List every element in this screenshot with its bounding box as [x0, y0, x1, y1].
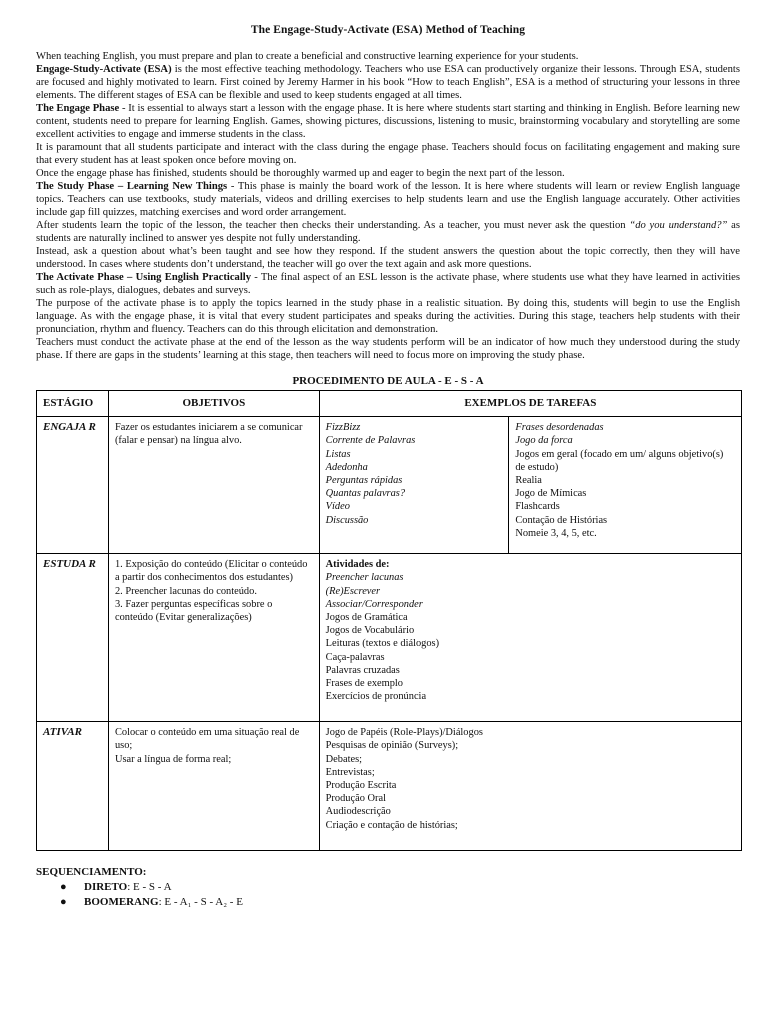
- stage-cell: [37, 417, 109, 554]
- list-item: 3. Fazer perguntas específicas sobre o conteúdo (Evitar generalizações): [114, 598, 273, 624]
- list-item: Jogo de Papéis (Role-Plays)/Diálogos: [325, 727, 483, 739]
- list-item: Listas: [325, 448, 351, 460]
- list-item: 2. Preencher lacunas do conteúdo.: [114, 585, 257, 597]
- list-item: Leituras (textos e diálogos): [325, 638, 440, 650]
- table-title: PROCEDIMENTO DE AULA - E - S - A: [292, 375, 484, 387]
- list-item: Quantas palavras?: [325, 488, 406, 500]
- list-item: Associar/Corresponder: [325, 598, 423, 610]
- list-item: Jogos de Vocabulário: [325, 625, 415, 637]
- paragraph-engage-finish: Once the engage phase has finished, students should be thoroughly warmed up and eager to begin the next part of the lesson.: [36, 168, 565, 179]
- sequence-value: : E - A₁ - S - A₂ - E: [158, 896, 243, 909]
- list-item: Palavras cruzadas: [325, 664, 400, 676]
- table-header-row: [37, 391, 742, 417]
- table-row-study: [37, 554, 742, 722]
- list-item: [60, 880, 740, 895]
- objective-cell: Fazer os estudantes iniciarem a se comunicar (falar e pensar) na língua alvo.: [108, 417, 319, 554]
- paragraph-study-check: After students learn the topic of the lesson, the teacher then checks their understanding. As a teacher, you must never ask the question “do you understand?” as students are naturally inclined to answer yes despite not fully understanding.: [36, 220, 740, 244]
- list-item: Corrente de Palavras: [325, 435, 416, 447]
- activities-heading: Atividades de:: [325, 559, 390, 571]
- objective-cell: [108, 554, 319, 722]
- paragraph-activate-conduct: Teachers must conduct the activate phase at the end of the lesson as the way students perform will be an indicator of how much they understood during the study phase. If there are gaps in the students’ learning at this stage, then teachers will need to focus more on improving the study phase.: [36, 337, 740, 361]
- list-item: Entrevistas;: [325, 766, 375, 778]
- stage-cell: [37, 554, 109, 722]
- paragraph-engage: The Engage Phase - It is essential to always start a lesson with the engage phase. It is here where students start starting and thinking in English. Before learning new content, students need to prepare for learning English. Games, showing pictures, discussions, listening to music, brainstorming vocabulary and storytelling are some excellent activities to engage and immerse students in the class.: [36, 103, 740, 140]
- objective-cell: [108, 722, 319, 851]
- paragraph-study-instead: Instead, ask a question about what’s been taught and see how they respond. If the student answers the question about the topic correctly, then they will have understood. In cases where students don’t understand, the teacher will go over the text again and ask more questions.: [36, 246, 740, 270]
- table-row-activate: [37, 722, 742, 851]
- examples-cell-right: [509, 417, 742, 554]
- paragraph-study: The Study Phase – Learning New Things - This phase is mainly the board work of the lesson. It is here where students will learn or review English language topics. Teachers can use textbooks, study materials, videos and drilling exercises to help students learn and use the English language accurately. Other activities include gap fill quizzes, matching exercises and word order arrangement.: [36, 181, 740, 218]
- bullet-icon: ●: [60, 881, 67, 894]
- paragraph-heading: The Engage Phase: [36, 103, 120, 114]
- sequencing-title: SEQUENCIAMENTO:: [36, 866, 147, 879]
- list-item: Flashcards: [515, 501, 560, 513]
- list-item: Realia: [515, 475, 542, 487]
- stage-label: ATIVAR: [43, 726, 82, 739]
- list-item: Preencher lacunas: [325, 572, 404, 584]
- examples-cell-left: [319, 417, 509, 554]
- paragraph-esa: Engage-Study-Activate (ESA) is the most effective teaching methodology. Teachers who use ESA can productively organize their lessons. Through ESA, students are focused and highly motivated to learn. First coined by Jeremy Harmer in his book “How to teach English”, ESA is a method of structuring your lessons in three elements. The different stages of ESA can be flexible and used to keep students engaged at all times.: [36, 64, 740, 101]
- list-item: Frases de exemplo: [325, 678, 403, 690]
- list-item: FizzBizz: [325, 422, 361, 434]
- header-stage: ESTÁGIO: [37, 391, 109, 417]
- list-item: Jogos de Gramática: [325, 612, 408, 624]
- paragraph-engage-participation: It is paramount that all students participate and interact with the class during the engage phase. Teachers should focus on facilitating engagement and making sure that every student has at least spoken once before moving on.: [36, 142, 740, 166]
- list-item: Jogos em geral (focado em um/ alguns objetivo(s) de estudo): [515, 448, 724, 473]
- sequence-value: : E - S - A: [127, 881, 172, 894]
- list-item: Discussão: [325, 514, 369, 526]
- examples-cell: [319, 554, 741, 722]
- list-item: Exercícios de pronúncia: [325, 691, 427, 703]
- list-item: 1. Exposição do conteúdo (Elicitar o conteúdo a partir dos conhecimentos dos estudantes): [114, 559, 308, 584]
- list-item: Usar a língua de forma real;: [114, 753, 232, 765]
- document-body: [36, 50, 740, 362]
- sequencing-list: [36, 880, 740, 910]
- list-item: Contação de Histórias: [515, 514, 608, 526]
- list-item: Criação e contação de histórias;: [325, 819, 458, 831]
- list-item: Produção Oral: [325, 793, 386, 805]
- document-title: The Engage-Study-Activate (ESA) Method of Teaching: [250, 24, 526, 36]
- list-item: Audiodescrição: [325, 806, 391, 818]
- paragraph-activate-purpose: The purpose of the activate phase is to apply the topics learned in the study phase in a realistic situation. By doing this, students will begin to use the English language. As with the engage phase, it is vital that every student participates and speaks during the activities. During this stage, teachers help students with their pronunciation, rhythm and fluency. Teachers can do this through elicitation and demonstration.: [36, 298, 740, 335]
- paragraph-activate: The Activate Phase – Using English Practically - The final aspect of an ESL lesson is the activate phase, where students use what they have learned in activities such as role-plays, dialogues, debates and surveys.: [36, 272, 740, 296]
- list-item: Debates;: [325, 753, 363, 765]
- bullet-icon: ●: [60, 896, 67, 909]
- paragraph-heading: The Activate Phase – Using English Practically: [36, 272, 251, 283]
- paragraph-intro: When teaching English, you must prepare and plan to create a beneficial and constructive learning experience for your students.: [36, 51, 579, 62]
- lesson-procedure-table: [36, 390, 742, 851]
- list-item: Perguntas rápidas: [325, 475, 403, 487]
- stage-cell: [37, 722, 109, 851]
- list-item: Caça-palavras: [325, 651, 385, 663]
- list-item: Vídeo: [325, 501, 350, 513]
- list-item: [60, 895, 740, 910]
- list-item: Frases desordenadas: [515, 422, 604, 434]
- list-item: Nomeie 3, 4, 5, etc.: [515, 527, 597, 539]
- list-item: Colocar o conteúdo em uma situação real de uso;: [114, 727, 300, 752]
- list-item: Produção Escrita: [325, 780, 397, 792]
- paragraph-heading: The Study Phase – Learning New Things: [36, 181, 228, 192]
- list-item: Jogo da forca: [515, 435, 573, 447]
- stage-label: ESTUDA R: [43, 558, 96, 571]
- header-objectives: OBJETIVOS: [108, 391, 319, 417]
- list-item: Jogo de Mímicas: [515, 488, 587, 500]
- stage-label: ENGAJA R: [43, 421, 96, 434]
- list-item: Adedonha: [325, 461, 368, 473]
- table-row-engage: [37, 417, 742, 554]
- list-item: (Re)Escrever: [325, 585, 381, 597]
- header-examples: EXEMPLOS DE TAREFAS: [319, 391, 741, 417]
- paragraph-heading: Engage-Study-Activate (ESA): [36, 64, 172, 75]
- list-item: Pesquisas de opinião (Surveys);: [325, 740, 459, 752]
- examples-cell: [319, 722, 741, 851]
- sequence-label: BOOMERANG: [84, 896, 159, 909]
- sequence-label: DIRETO: [84, 881, 128, 894]
